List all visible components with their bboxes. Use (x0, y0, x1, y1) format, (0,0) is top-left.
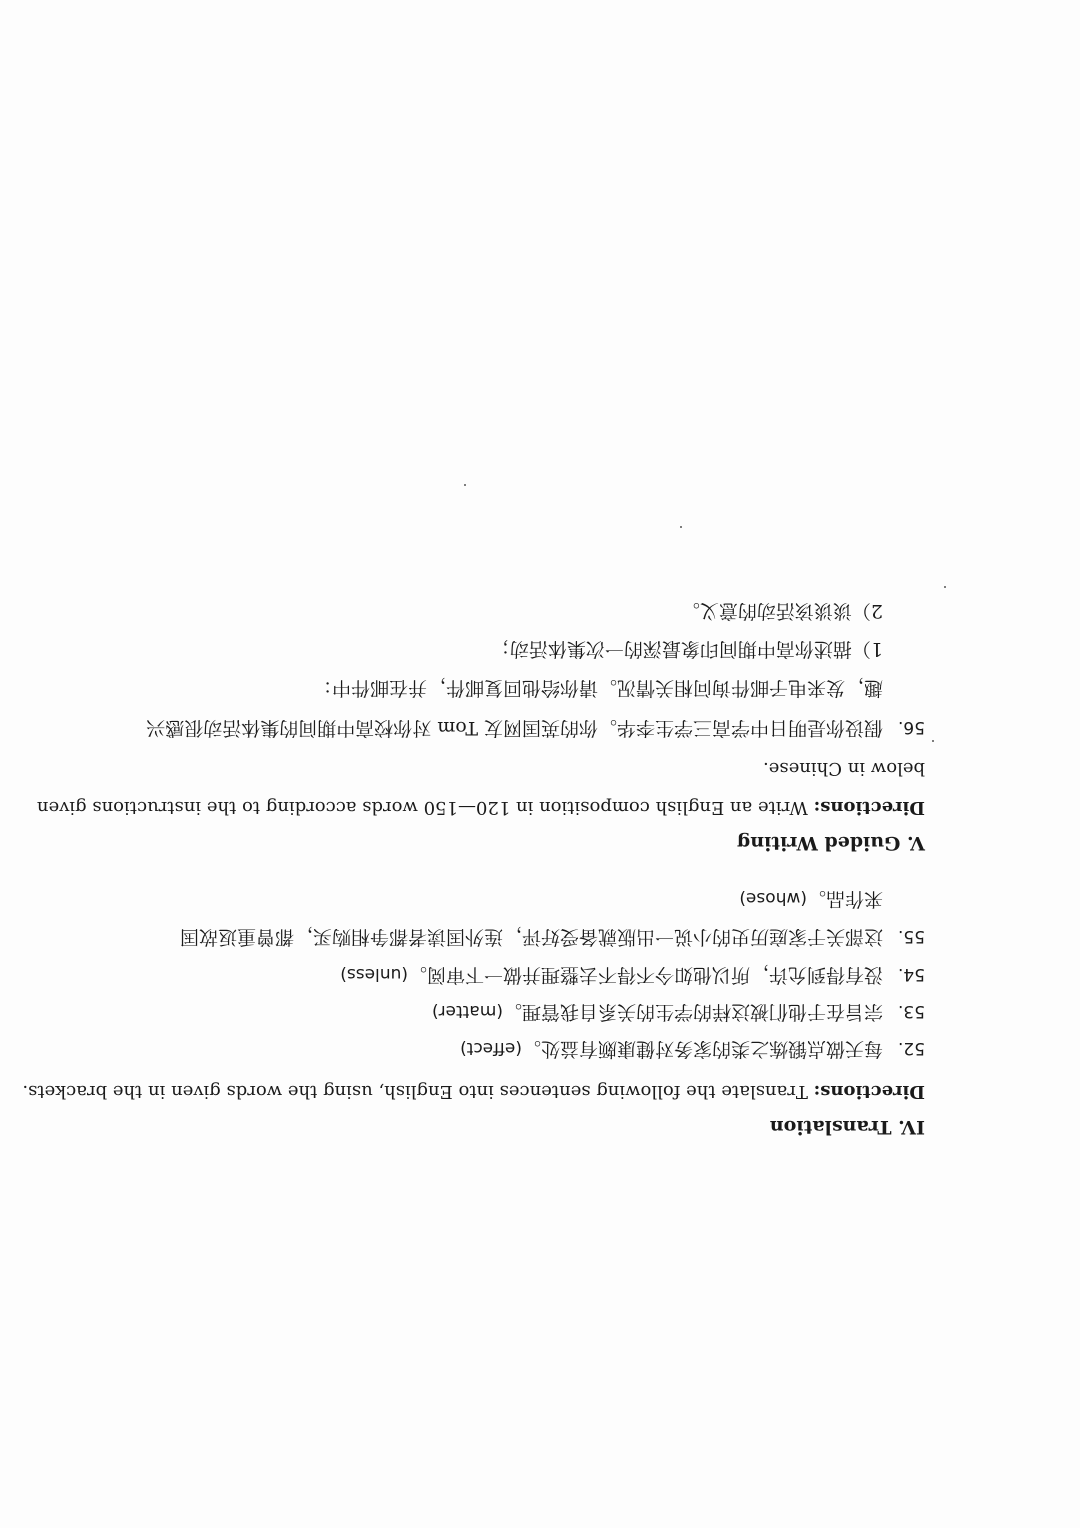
item-hint: (whose) (739, 888, 807, 908)
scan-speck (932, 740, 934, 742)
scan-speck (464, 484, 466, 486)
section-heading-guided-writing: V. Guided Writing (737, 832, 925, 854)
translation-item-55 (180, 927, 925, 946)
item-number: 52. (897, 1038, 925, 1058)
item-hint: (unless) (340, 964, 408, 984)
item-number: 54. (897, 964, 925, 984)
item-text: 假设你是明日中学高三学生李华。你的英国网友 Tom 对你校高中期间的集体活动很感兴 (146, 717, 883, 739)
item-number: 56. (897, 717, 925, 737)
section-heading-translation: IV. Translation (769, 1116, 925, 1138)
writing-point-2: 2）谈谈该活动的意义。 (680, 600, 883, 622)
writing-directions (37, 798, 925, 816)
item-number: 55. (897, 926, 925, 946)
item-text: 每天做点锻炼之类的家务对健康颇有益处。 (521, 1038, 883, 1060)
translation-item-54 (340, 965, 925, 984)
writing-item-56-continued (313, 678, 925, 697)
directions-text: Translate the following sentences into English, using the words given in the brackets. (22, 1081, 814, 1102)
translation-item-53 (432, 1002, 925, 1021)
item-text: 来作品。 (806, 888, 883, 910)
item-text: 这部关于家庭历史的小说一出版就备受好评，连外国读者都争相购买，都曾重返故国 (179, 926, 883, 948)
translation-directions (22, 1082, 925, 1100)
writing-directions-continued: below in Chinese. (763, 758, 925, 779)
writing-point-1: 1）描述你高中期间印象最深的一次集体活动； (490, 638, 883, 660)
writing-item-56 (146, 718, 925, 737)
item-hint: (matter) (431, 1001, 503, 1021)
scan-speck (944, 586, 946, 588)
directions-label: Directions: (813, 1081, 925, 1102)
scan-speck (680, 526, 682, 528)
item-text: 没有得到允许，所以他如今不得不去整理并做一下审阅。 (407, 964, 883, 986)
translation-item-55-continued (739, 889, 925, 908)
translation-item-52 (460, 1039, 925, 1058)
directions-label: Directions: (813, 797, 925, 818)
item-number: 53. (897, 1001, 925, 1021)
item-text: 趣，发来电子邮件询问相关情况。请你给他回复邮件，并在邮件中： (312, 677, 883, 699)
item-text: 宗旨在于他们被这样的学生的关系自我管理。 (502, 1001, 883, 1023)
directions-text: Write an English composition in 120—150 words according to the instructions given (36, 797, 814, 818)
item-hint: (effect) (460, 1038, 522, 1058)
